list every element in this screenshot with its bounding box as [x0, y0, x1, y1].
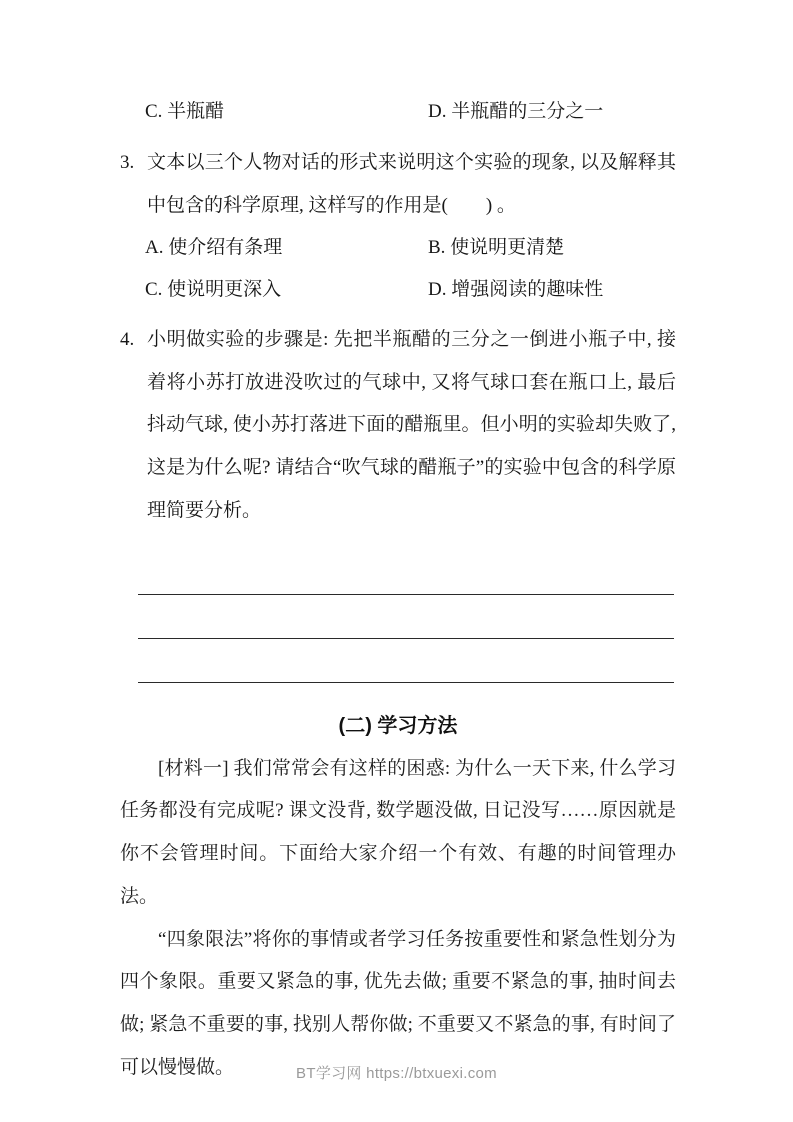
answer-line[interactable] — [138, 595, 674, 639]
question-4-answer-area — [120, 551, 676, 683]
answer-line[interactable] — [138, 551, 674, 595]
q2-options-row — [145, 92, 676, 132]
material-1-paragraph: [材料一] 我们常常会有这样的困惑: 为什么一天下来, 什么学习任务都没有完成呢? 课文没背, 数学题没做, 日记没写……原因就是你不会管理时间。下面给大家介绍一个有效、有趣的时间管理办法。 — [120, 757, 676, 907]
section-heading: (二) 学习方法 — [338, 714, 458, 737]
worksheet-content — [120, 92, 676, 1090]
material-2-paragraph: “四象限法”将你的事情或者学习任务按重要性和紧急性划分为四个象限。重要又紧急的事, 优先去做; 重要不紧急的事, 抽时间去做; 紧急不重要的事, 找别人帮你做; 不重要又不紧急的事, 有时间了可以慢慢做。 — [120, 928, 676, 1078]
question-3-number: 3. — [120, 151, 135, 173]
q3-option-c: C. 使说明更深入 — [145, 279, 282, 301]
q2-option-c: C. 半瓶醋 — [145, 101, 225, 122]
answer-line[interactable] — [138, 639, 674, 683]
question-3 — [120, 142, 676, 228]
site-watermark: BT学习网 https://btxuexi.com — [296, 1065, 497, 1082]
question-3-options — [145, 227, 676, 311]
q3-option-a: A. 使介绍有条理 — [145, 237, 283, 259]
q3-option-b: B. 使说明更清楚 — [428, 237, 565, 259]
q2-option-d: D. 半瓶醋的三分之一 — [428, 101, 604, 122]
q3-option-d: D. 增强阅读的趣味性 — [428, 279, 604, 301]
question-4-text: 小明做实验的步骤是: 先把半瓶醋的三分之一倒进小瓶子中, 接着将小苏打放进没吹过的气球中, 又将气球口套在瓶口上, 最后抖动气球, 使小苏打落进下面的醋瓶里。但小明的实验却失败了, 这是为什么呢? 请结合“吹气球的醋瓶子”的实验中包含的科学原理简要分析。 — [147, 328, 676, 521]
question-4 — [120, 319, 676, 533]
question-4-number: 4. — [120, 328, 135, 350]
question-3-text: 文本以三个人物对话的形式来说明这个实验的现象, 以及解释其中包含的科学原理, 这样写的作用是( ) 。 — [147, 151, 676, 216]
